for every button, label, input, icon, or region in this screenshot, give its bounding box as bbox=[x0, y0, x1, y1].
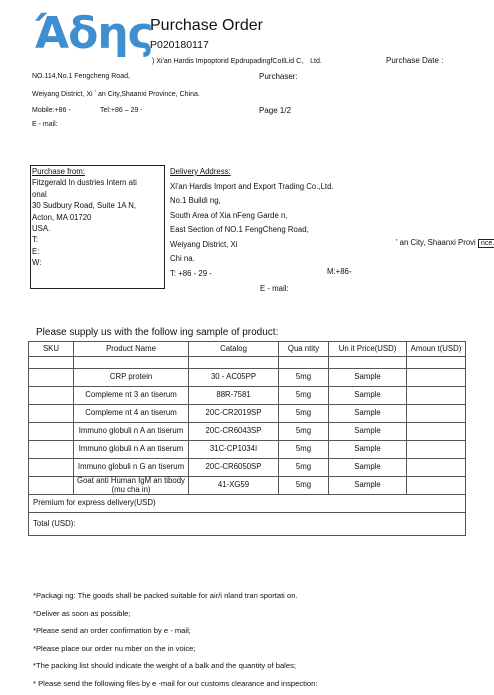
purchase-from-line: USA. bbox=[32, 224, 51, 234]
amount-cell bbox=[407, 423, 466, 441]
company-line: ) Xi'an Hardis Impoptorid EpdrupadingfCoIlLid C、 Ltd. bbox=[152, 58, 322, 65]
amount-cell bbox=[407, 477, 466, 495]
sku-cell bbox=[29, 441, 74, 459]
delivery-line: No.1 Buildi ng, bbox=[170, 196, 221, 205]
delivery-mobile: M:+86- bbox=[327, 267, 352, 276]
delivery-boxed-text: nce. bbox=[478, 239, 494, 248]
quantity-cell: 5mg bbox=[279, 405, 329, 423]
mobile-number: Mobile:+86 - bbox=[32, 107, 71, 114]
sku-cell bbox=[29, 477, 74, 495]
product-name-cell: CRP protein bbox=[74, 369, 189, 387]
page-indicator: Page 1/2 bbox=[259, 106, 292, 115]
premium-row bbox=[29, 495, 466, 513]
product-name-cell: Compleme nt 4 an tiserum bbox=[74, 405, 189, 423]
notes-section bbox=[33, 587, 318, 692]
quantity-cell: 5mg bbox=[279, 369, 329, 387]
product-name-cell: Compleme nt 3 an tiserum bbox=[74, 387, 189, 405]
column-header: Amoun t(USD) bbox=[407, 342, 466, 357]
po-number: P020180117 bbox=[150, 39, 209, 51]
total-row bbox=[29, 513, 466, 536]
column-header: Catalog bbox=[189, 342, 279, 357]
delivery-line: South Area of Xia nFeng Garde n, bbox=[170, 210, 288, 220]
catalog-cell: 20C-CR6043SP bbox=[189, 423, 279, 441]
amount-cell bbox=[407, 459, 466, 477]
unit-price-cell: Sample bbox=[329, 459, 407, 477]
purchase-from-line: onal bbox=[32, 189, 47, 199]
purchase-from-line: W: bbox=[32, 258, 42, 268]
catalog-cell: 88R-7581 bbox=[189, 387, 279, 405]
product-table bbox=[28, 341, 466, 536]
product-name-cell: Immuno globuli n G an tiserum bbox=[74, 459, 189, 477]
table-row bbox=[29, 405, 466, 423]
catalog-cell: 31C-CP1034I bbox=[189, 441, 279, 459]
catalog-cell: 20C-CR6050SP bbox=[189, 459, 279, 477]
amount-cell bbox=[407, 387, 466, 405]
sku-cell bbox=[29, 459, 74, 477]
company-logo: Άδης bbox=[34, 8, 153, 59]
unit-price-cell: Sample bbox=[329, 423, 407, 441]
note-item: *The packing list should indicate the weight of a balk and the quantity of bales; bbox=[33, 661, 296, 670]
delivery-tel: T: +86 - 29 - bbox=[170, 268, 212, 278]
purchase-from-box bbox=[30, 165, 165, 289]
sku-cell bbox=[29, 387, 74, 405]
purchase-from-heading: Purchase from: bbox=[32, 167, 85, 176]
delivery-heading: Delivery Address: bbox=[170, 167, 231, 176]
note-item: * Please send the following files by e -mail for our customs clearance and inspection: bbox=[33, 678, 318, 688]
delivery-country: Chi na. bbox=[170, 254, 195, 263]
address-line-2: Weiyang District, Xi ʼ an City,Shaanxi Province, China. bbox=[32, 91, 200, 98]
delivery-line: East Section of NO.1 FengCheng Road, bbox=[170, 225, 309, 234]
unit-price-cell: Sample bbox=[329, 369, 407, 387]
purchaser-label: Purchaser: bbox=[259, 72, 298, 81]
unit-price-cell: Sample bbox=[329, 477, 407, 495]
amount-cell bbox=[407, 405, 466, 423]
product-name-cell: Immuno globuli n A an tiserum bbox=[74, 441, 189, 459]
quantity-cell: 5mg bbox=[279, 477, 329, 495]
table-row bbox=[29, 441, 466, 459]
catalog-cell: 30 - AC05PP bbox=[189, 369, 279, 387]
sku-cell bbox=[29, 423, 74, 441]
purchase-from-line: Acton, MA 01720 bbox=[32, 212, 92, 222]
purchase-from-line: 30 Sudbury Road, Suite 1A N, bbox=[32, 201, 137, 211]
note-item: *Packagi ng: The goods shall be packed suitable for air/i nland tran sportati on. bbox=[33, 591, 298, 600]
table-row bbox=[29, 477, 466, 495]
delivery-district: Weiyang District, Xi bbox=[170, 239, 238, 249]
address-line-1: NO.114,No.1 Fengcheng Road, bbox=[32, 73, 130, 80]
delivery-city-text: ' an City, Shaanxi Provi bbox=[396, 238, 476, 247]
quantity-cell: 5mg bbox=[279, 459, 329, 477]
purchase-from-line: E: bbox=[32, 246, 40, 256]
table-row bbox=[29, 357, 466, 369]
column-header: Qua ntity bbox=[279, 342, 329, 357]
request-line: Please supply us with the follow ing sample of product: bbox=[36, 327, 279, 338]
column-header: Product Name bbox=[74, 342, 189, 357]
total-label: Total (USD): bbox=[29, 513, 466, 536]
note-item: *Please place our order nu mber on the in voice; bbox=[33, 643, 196, 653]
delivery-address bbox=[170, 165, 334, 281]
delivery-email: E - mail: bbox=[260, 284, 289, 293]
unit-price-cell: Sample bbox=[329, 387, 407, 405]
purchase-date-label: Purchase Date : bbox=[386, 56, 444, 65]
sku-cell bbox=[29, 369, 74, 387]
quantity-cell: 5mg bbox=[279, 387, 329, 405]
quantity-cell: 5mg bbox=[279, 423, 329, 441]
document-title: Purchase Order bbox=[150, 17, 263, 34]
premium-label: Premium for express delivery(USD) bbox=[29, 495, 466, 513]
product-name-cell: Immuno globuli n A an tiserum bbox=[74, 423, 189, 441]
table-row bbox=[29, 369, 466, 387]
purchase-from-line: Fitzgerald In dustries Intern ati bbox=[32, 178, 137, 188]
table-header-row bbox=[29, 342, 466, 357]
delivery-line: Xi'an Hardis Import and Export Trading Co.,Ltd. bbox=[170, 181, 334, 191]
column-header: SKU bbox=[29, 342, 74, 357]
product-name-cell: Goat anti Human IgM an tibody (mu cha in) bbox=[74, 477, 189, 495]
table-row bbox=[29, 387, 466, 405]
email-label: E - mail: bbox=[32, 121, 58, 128]
catalog-cell: 20C-CR2019SP bbox=[189, 405, 279, 423]
telephone-number: Tel:+86 – 29 - bbox=[100, 107, 143, 114]
column-header: Un it Price(USD) bbox=[329, 342, 407, 357]
note-item: *Please send an order confirmation by e - mail; bbox=[33, 626, 191, 635]
quantity-cell: 5mg bbox=[279, 441, 329, 459]
sku-cell bbox=[29, 405, 74, 423]
amount-cell bbox=[407, 441, 466, 459]
catalog-cell: 41-XG59 bbox=[189, 477, 279, 495]
table-row bbox=[29, 459, 466, 477]
amount-cell bbox=[407, 369, 466, 387]
delivery-city bbox=[396, 238, 494, 247]
note-item: *Deliver as soon as possible; bbox=[33, 608, 131, 618]
unit-price-cell: Sample bbox=[329, 405, 407, 423]
unit-price-cell: Sample bbox=[329, 441, 407, 459]
purchase-from-line: T: bbox=[32, 235, 39, 245]
table-row bbox=[29, 423, 466, 441]
